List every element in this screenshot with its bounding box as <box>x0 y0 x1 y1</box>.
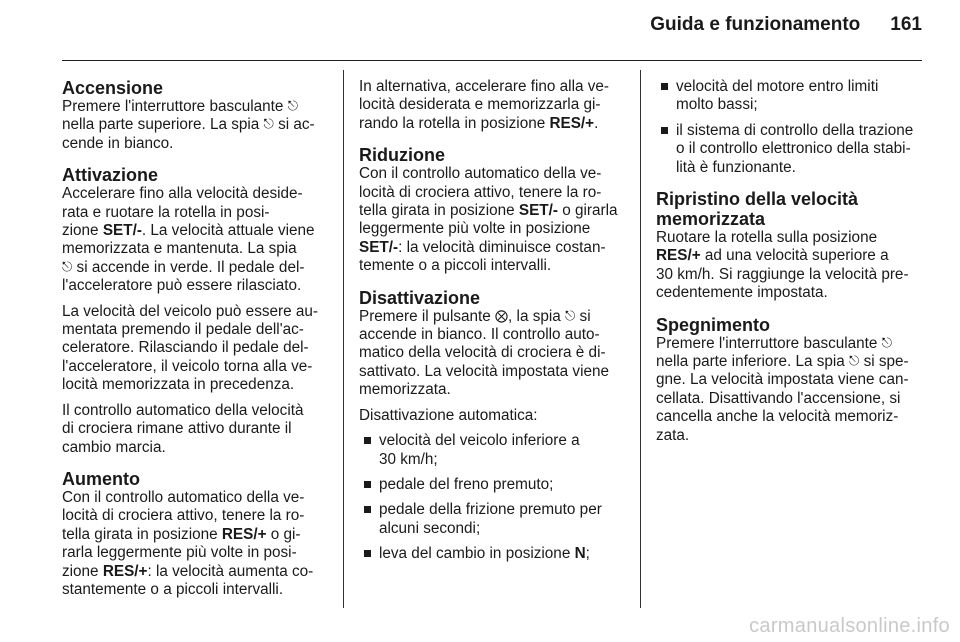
text: accende in bianco. Il controllo auto- <box>359 326 600 344</box>
text: si <box>575 307 591 325</box>
section-accensione <box>62 78 328 153</box>
text: cende in bianco. <box>62 134 174 152</box>
text: ad una velocità superiore a <box>700 247 889 265</box>
text: rarla leggermente più volte in posi- <box>62 544 297 562</box>
text: . <box>594 114 599 132</box>
section-heading: Spegnimento <box>656 314 771 335</box>
control-position: RES/+ <box>102 562 148 580</box>
text: locità memorizzata in precedenza. <box>62 376 295 394</box>
text: In alternativa, accelerare fino alla ve- <box>359 78 609 95</box>
text: locità di crociera attivo, tenere la ro- <box>62 507 305 525</box>
text: rata e ruotare la rotella in posi- <box>62 203 270 221</box>
text: Il controllo automatico della velocità <box>62 401 304 419</box>
control-position: SET/- <box>518 202 558 220</box>
text: mentata premendo il pedale dell'ac- <box>62 321 304 339</box>
page-header <box>62 14 922 36</box>
section-heading: Disattivazione <box>359 287 481 308</box>
paragraph <box>359 308 625 400</box>
control-position: RES/+ <box>549 114 595 132</box>
page-title: Guida e funzionamento <box>650 14 861 35</box>
header-divider <box>62 60 922 61</box>
text: pedale della frizione premuto per <box>379 501 602 519</box>
text: cedentemente impostata. <box>656 284 828 302</box>
text: nella parte inferiore. La spia <box>656 353 850 371</box>
text: memorizzata e mantenuta. La spia <box>62 240 297 258</box>
control-position: RES/+ <box>221 525 267 543</box>
text: o il controllo elettronico della stabi- <box>676 140 911 158</box>
column-3 <box>656 78 922 452</box>
text: Con il controllo automatico della ve- <box>62 488 305 506</box>
text: memorizzata. <box>359 381 451 399</box>
paragraph <box>62 98 328 153</box>
section-heading: Riduzione <box>359 145 445 166</box>
text: l'acceleratore, il veicolo torna alla ve- <box>62 357 313 375</box>
text: si ac- <box>273 116 315 134</box>
text: gne. La velocità impostata viene can- <box>656 371 909 389</box>
section-heading: Attivazione <box>62 165 159 186</box>
cruise-control-icon: ⎋ <box>263 116 274 132</box>
cruise-control-icon: ⎋ <box>565 307 576 323</box>
text: leggermente più volte in posizione <box>359 220 591 238</box>
text: nella parte superiore. La spia <box>62 116 264 134</box>
section-ripristino <box>656 189 922 303</box>
text: Premere l'interruttore basculante <box>62 98 288 115</box>
text: temente o a piccoli intervalli. <box>359 257 552 275</box>
text: velocità del motore entro limiti <box>676 78 879 95</box>
text: ; <box>585 545 590 563</box>
gear-position: N <box>574 545 586 563</box>
text: locità desiderata e memorizzarla gi- <box>359 96 601 114</box>
text: matico della velocità di crociera è di- <box>359 344 606 362</box>
control-position: SET/- <box>359 238 399 256</box>
list-item <box>656 122 922 177</box>
text: , la spia <box>508 307 566 325</box>
text: l'acceleratore può essere rilasciato. <box>62 277 302 295</box>
text: Ripristino della velocità <box>656 189 859 210</box>
text: sattivato. La velocità impostata viene <box>359 362 609 380</box>
cruise-control-icon: ⎋ <box>62 258 73 274</box>
list-item <box>359 545 625 563</box>
text: 30 km/h; <box>379 450 438 468</box>
text: si accende in verde. Il pedale del- <box>72 258 305 276</box>
text: o gi- <box>266 525 301 543</box>
text: Premere il pulsante <box>359 307 496 325</box>
section-heading: Accensione <box>62 78 164 98</box>
text: La velocità del veicolo può essere au- <box>62 302 318 320</box>
paragraph: Disattivazione automatica: <box>359 406 538 424</box>
text: zione <box>62 562 103 580</box>
text: locità di crociera attivo, tenere la ro- <box>359 183 602 201</box>
column-divider <box>343 70 344 608</box>
text: : la velocità diminuisce costan- <box>398 238 606 256</box>
section-spegnimento <box>656 315 922 445</box>
text: Premere l'interruttore basculante <box>656 334 882 352</box>
paragraph <box>359 78 625 133</box>
text: Con il controllo automatico della ve- <box>359 165 602 183</box>
text: velocità del veicolo inferiore a <box>379 432 580 450</box>
cruise-control-icon: ⎋ <box>287 98 298 113</box>
section-disattivazione <box>359 288 625 564</box>
text: stantemente o a piccoli intervalli. <box>62 580 284 598</box>
paragraph <box>359 165 625 275</box>
text: di crociera rimane attivo durante il <box>62 420 292 438</box>
cruise-control-icon: ⎋ <box>849 353 860 369</box>
column-divider <box>640 70 641 608</box>
text: il sistema di controllo della trazione <box>676 121 914 139</box>
text: leva del cambio in posizione <box>379 545 575 563</box>
paragraph <box>62 489 328 599</box>
text: celeratore. Rilasciando il pedale del- <box>62 339 309 357</box>
paragraph <box>62 303 328 395</box>
column-1 <box>62 78 328 606</box>
paragraph <box>62 185 328 295</box>
section-intro <box>359 78 625 133</box>
list-item <box>656 78 922 115</box>
list-item <box>359 432 625 469</box>
section-aumento <box>62 469 328 599</box>
list-item <box>359 476 625 494</box>
cruise-cancel-button-icon: ⨂ <box>495 307 509 323</box>
column-2 <box>359 78 625 571</box>
paragraph <box>656 229 922 303</box>
section-attivazione <box>62 165 328 457</box>
text: zata. <box>656 426 690 444</box>
cruise-control-icon: ⎋ <box>881 334 892 350</box>
text: cancella anche la velocità memoriz- <box>656 408 899 426</box>
text: cambio marcia. <box>62 438 166 456</box>
text: o girarla <box>557 202 618 220</box>
section-riduzione <box>359 145 625 275</box>
control-position: SET/- <box>102 222 142 240</box>
text: memorizzata <box>656 209 766 230</box>
list-item <box>359 501 625 538</box>
text: tella girata in posizione <box>62 525 222 543</box>
text: lità è funzionante. <box>676 158 796 176</box>
section-heading: Aumento <box>62 468 140 489</box>
text: tella girata in posizione <box>359 202 519 220</box>
paragraph <box>656 335 922 445</box>
section-bullets-continued <box>656 78 922 177</box>
page-number: 161 <box>890 14 922 35</box>
watermark: carmanualsonline.info <box>749 615 950 637</box>
text: . La velocità attuale viene <box>141 222 315 240</box>
text: alcuni secondi; <box>379 519 481 537</box>
paragraph <box>62 402 328 457</box>
text: 30 km/h. Si raggiunge la velocità pre- <box>656 265 909 283</box>
text: si spe- <box>859 353 909 371</box>
text: Ruotare la rotella sulla posizione <box>656 229 878 247</box>
text: pedale del freno premuto; <box>379 475 554 493</box>
control-position: RES/+ <box>656 247 701 265</box>
text: zione <box>62 222 103 240</box>
text: molto bassi; <box>676 96 758 114</box>
text: rando la rotella in posizione <box>359 114 550 132</box>
section-heading <box>656 189 922 229</box>
text: Accelerare fino alla velocità deside- <box>62 185 303 203</box>
text: cellata. Disattivando l'accensione, si <box>656 389 901 407</box>
text: : la velocità aumenta co- <box>147 562 314 580</box>
